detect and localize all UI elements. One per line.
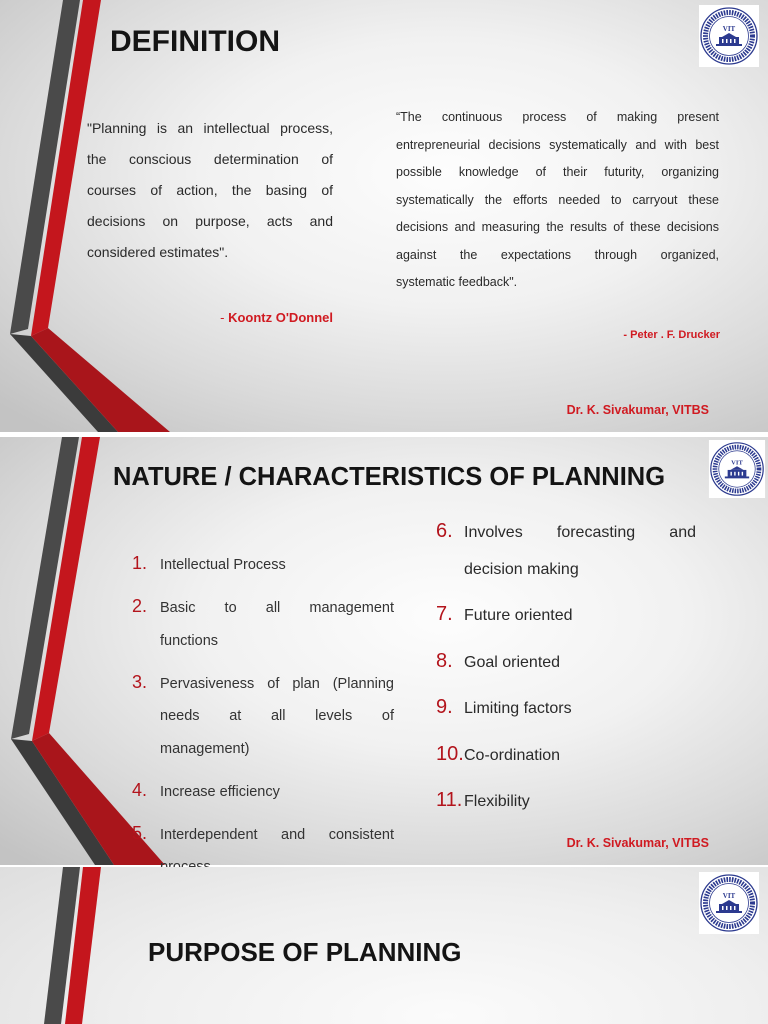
vit-logo — [699, 872, 759, 934]
list-item — [436, 736, 696, 774]
list-item-text — [464, 737, 696, 774]
list-item-line: management) — [160, 740, 250, 757]
list-number: 6. — [436, 519, 453, 542]
list-number: 1. — [132, 553, 148, 573]
list-item-text — [160, 668, 394, 766]
list-number: 11. — [436, 789, 463, 811]
list-number: 7. — [436, 603, 453, 625]
list-item-text — [160, 549, 394, 582]
list-item — [132, 590, 394, 657]
slide-title: PURPOSE OF PLANNING — [148, 937, 462, 967]
list-item-text — [160, 776, 394, 809]
list-item-text — [160, 592, 394, 657]
list-number: 10. — [436, 742, 464, 765]
list-item — [436, 782, 696, 820]
list-item-text — [464, 514, 696, 588]
list-item-line: Co-ordination — [464, 746, 561, 764]
text-line: decisions on purpose, acts and — [87, 213, 333, 229]
slide-title: NATURE / CHARACTERISTICS OF PLANNING — [113, 463, 666, 491]
text-line: considered estimates". — [87, 244, 229, 260]
list-item-text — [464, 783, 696, 820]
slide-title: DEFINITION — [110, 25, 280, 58]
list-item — [436, 513, 696, 588]
list-item — [436, 689, 696, 727]
list-item — [436, 643, 696, 681]
list-item — [132, 666, 394, 766]
list-item — [132, 774, 394, 809]
vit-logo — [699, 5, 759, 67]
koontz-quote — [87, 113, 333, 268]
text-line: "Planning is an intellectual process, — [87, 120, 333, 136]
logo-lettering: VIT — [722, 892, 736, 900]
author-footer: Dr. K. Sivakumar, VITBS — [566, 836, 709, 850]
characteristics-list-right — [436, 513, 696, 829]
drucker-attribution: - Peter . F. Drucker — [623, 329, 720, 341]
author-footer: Dr. K. Sivakumar, VITBS — [566, 403, 709, 417]
list-number: 3. — [132, 671, 148, 692]
list-item-line: Flexibility — [464, 793, 530, 810]
list-item-line: Goal oriented — [464, 653, 561, 671]
university-seal-icon — [708, 440, 766, 498]
text-line: systematic feedback". — [396, 275, 518, 289]
list-item-line: Interdependent and consistent — [160, 826, 394, 843]
list-item-line: Pervasiveness of plan (Planning — [160, 675, 394, 692]
text-line: possible knowledge of their futurity, organizing — [396, 165, 719, 179]
list-item-line: functions — [160, 632, 219, 649]
attribution-dash: - — [220, 310, 229, 325]
list-item-text — [464, 644, 696, 681]
list-item-line: decision making — [464, 560, 579, 578]
logo-lettering: VIT — [722, 25, 736, 33]
list-item-line: Involves forecasting and — [464, 523, 696, 541]
slide-definition — [0, 0, 768, 432]
text-line: entrepreneurial decisions systematically and with best — [396, 137, 719, 152]
list-item-line: needs at all levels of — [160, 708, 394, 724]
list-number: 9. — [436, 696, 453, 718]
text-line: “The continuous process of making present — [396, 110, 719, 124]
list-item-line: Future oriented — [464, 607, 573, 624]
list-number: 4. — [132, 779, 148, 800]
text-line: systematically the efforts needed to carryout these — [396, 192, 719, 207]
characteristics-list-left — [132, 547, 394, 892]
logo-lettering: VIT — [731, 459, 743, 467]
text-line: courses of action, the basing of — [87, 182, 333, 198]
slide-nature-characteristics — [0, 437, 768, 865]
slide-purpose — [0, 867, 768, 1024]
university-seal-icon — [699, 5, 759, 67]
list-number: 2. — [132, 596, 148, 616]
list-item — [132, 547, 394, 582]
list-item-text — [464, 597, 696, 634]
koontz-attribution — [87, 310, 333, 326]
text-line: against the expectations through organized, — [396, 247, 719, 262]
text-line: decisions and measuring the results of these decisions — [396, 220, 719, 234]
list-item-line: Limiting factors — [464, 700, 572, 717]
list-number: 5. — [132, 822, 148, 843]
list-item-line: Intellectual Process — [160, 557, 286, 573]
list-number: 8. — [436, 649, 453, 672]
vit-logo — [708, 440, 766, 498]
drucker-quote — [396, 104, 719, 297]
list-item-line: Increase efficiency — [160, 783, 280, 800]
list-item — [436, 596, 696, 634]
list-item-text — [464, 690, 696, 727]
university-seal-icon — [699, 872, 759, 934]
list-item-line: Basic to all management — [160, 600, 394, 616]
text-line: the conscious determination of — [87, 151, 333, 167]
attribution-name: Koontz O'Donnel — [228, 310, 333, 325]
